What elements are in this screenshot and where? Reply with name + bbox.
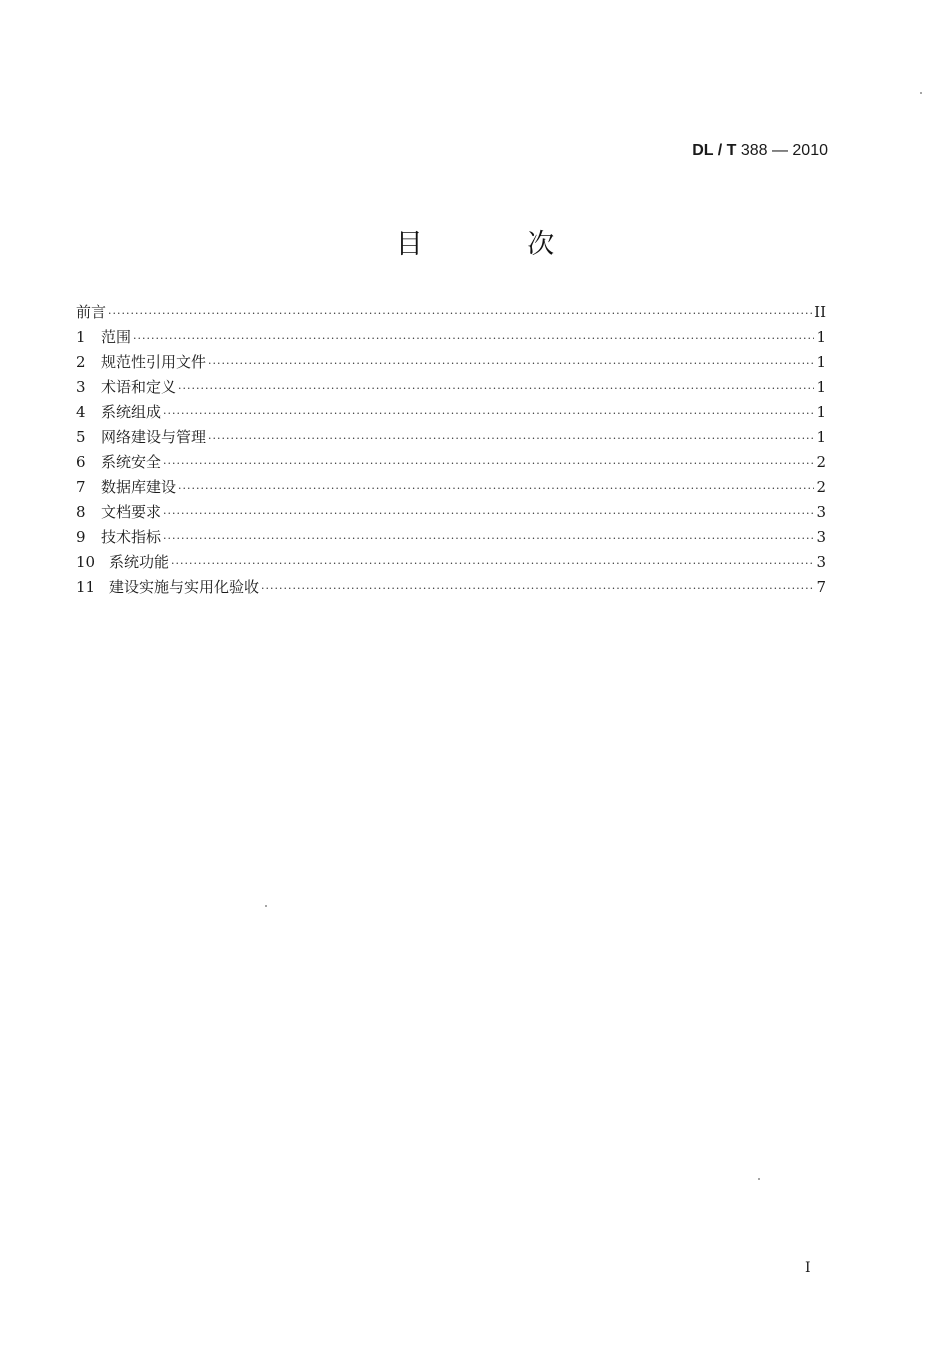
toc-dot-leader (261, 576, 814, 601)
scan-speck (920, 92, 922, 94)
toc-entry[interactable] (76, 425, 826, 450)
toc-dot-leader (108, 301, 812, 326)
toc-entry-page: 3 (816, 553, 826, 571)
toc-entry-page: 1 (816, 403, 826, 421)
toc-dot-leader (208, 426, 814, 451)
toc-entry-label: 文档要求 (101, 503, 162, 521)
toc-entry-label: 前言 (76, 303, 107, 321)
toc-entry-number: 10 (76, 553, 96, 571)
toc-entry-number: 1 (76, 328, 86, 346)
toc-dot-leader (208, 351, 814, 376)
toc-entry[interactable] (76, 550, 826, 575)
toc-dot-leader (163, 451, 814, 476)
page-number: I (805, 1260, 811, 1276)
toc-entry-label: 建设实施与实用化验收 (109, 578, 260, 596)
toc-entry-number: 4 (76, 403, 86, 421)
toc-entry[interactable] (76, 525, 826, 550)
table-of-contents (76, 300, 826, 600)
toc-dot-leader (178, 376, 814, 401)
standard-code-number: 388 — 2010 (740, 142, 828, 159)
toc-entry[interactable] (76, 475, 826, 500)
toc-entry-label: 系统安全 (101, 453, 162, 471)
toc-entry[interactable] (76, 450, 826, 475)
toc-entry-label: 技术指标 (101, 528, 162, 546)
scan-speck (265, 905, 267, 907)
toc-entry-page: 2 (816, 478, 826, 496)
toc-entry-label: 网络建设与管理 (101, 428, 207, 446)
toc-entry-page: 3 (816, 503, 826, 521)
toc-entry-foreword[interactable] (76, 300, 826, 325)
toc-entry-page: 3 (816, 528, 826, 546)
toc-entry-label: 范围 (101, 328, 132, 346)
toc-entry-page: 7 (816, 578, 826, 596)
toc-title: 目 次 (395, 229, 603, 260)
toc-entry-number: 9 (76, 528, 86, 546)
toc-entry[interactable] (76, 575, 826, 600)
toc-entry-number: 11 (76, 578, 96, 596)
toc-dot-leader (163, 526, 814, 551)
toc-dot-leader (178, 476, 814, 501)
toc-dot-leader (171, 551, 814, 576)
toc-entry[interactable] (76, 325, 826, 350)
toc-entry-page: 1 (816, 328, 826, 346)
toc-dot-leader (133, 326, 814, 351)
toc-entry-page: 1 (816, 428, 826, 446)
toc-entry-page: 1 (816, 378, 826, 396)
toc-entry-label: 规范性引用文件 (101, 353, 207, 371)
toc-entry[interactable] (76, 350, 826, 375)
toc-entry[interactable] (76, 400, 826, 425)
toc-dot-leader (163, 401, 814, 426)
toc-entry-number: 7 (76, 478, 86, 496)
toc-entry-label: 数据库建设 (101, 478, 177, 496)
toc-entry[interactable] (76, 500, 826, 525)
toc-entry-number: 8 (76, 503, 86, 521)
toc-entry-page: 1 (816, 353, 826, 371)
toc-entry-page: 2 (816, 453, 826, 471)
toc-entry-number: 6 (76, 453, 86, 471)
toc-entry-number: 3 (76, 378, 86, 396)
standard-code-prefix: DL / T (692, 142, 737, 159)
scan-speck (758, 1178, 760, 1180)
toc-entry-label: 系统组成 (101, 403, 162, 421)
toc-entry[interactable] (76, 375, 826, 400)
standard-code (692, 142, 828, 160)
toc-entry-page: II (814, 303, 826, 321)
toc-dot-leader (163, 501, 814, 526)
toc-entry-label: 术语和定义 (101, 378, 177, 396)
toc-entry-number: 2 (76, 353, 86, 371)
toc-entry-number: 5 (76, 428, 86, 446)
toc-entry-label: 系统功能 (109, 553, 170, 571)
